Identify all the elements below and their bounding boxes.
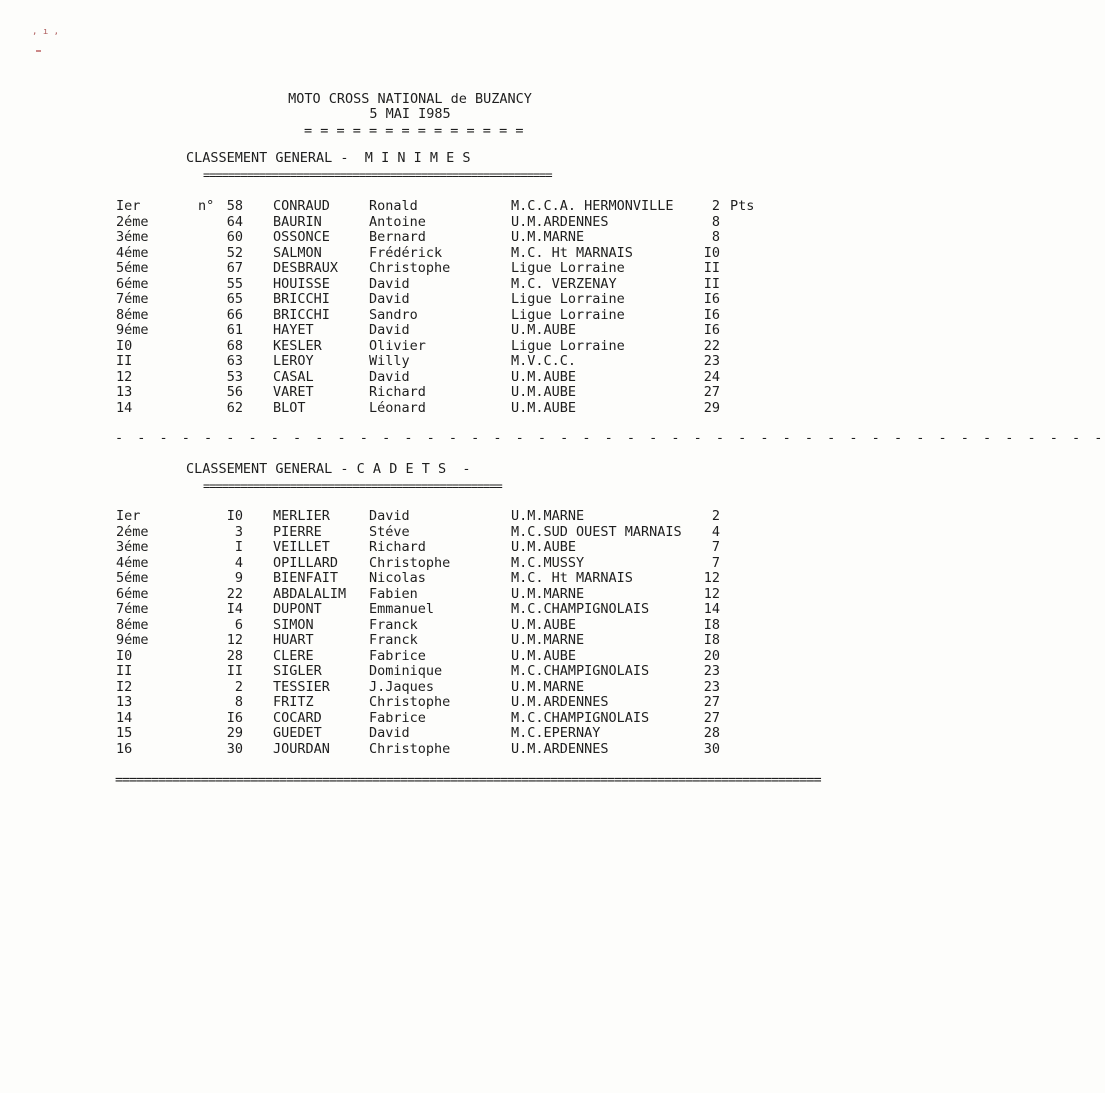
last-name-cell: DUPONT: [273, 601, 322, 617]
first-name-cell: Franck: [369, 632, 418, 648]
last-name-cell: GUEDET: [273, 725, 322, 741]
points-cell: 27: [703, 384, 720, 400]
bib-number-cell: 2: [234, 678, 243, 695]
points-cell: 20: [703, 647, 720, 664]
table-row: [0, 587, 784, 603]
rank-cell: II: [116, 353, 133, 369]
points-cell: I8: [703, 616, 720, 633]
bib-number-cell: 60: [226, 229, 243, 245]
last-name-cell: BAURIN: [273, 213, 322, 230]
rank-cell: 2éme: [116, 213, 149, 230]
rank-cell: 7éme: [116, 291, 149, 307]
cadets-title: CLASSEMENT GENERAL - C A D E T S -: [186, 461, 471, 477]
event-title: MOTO CROSS NATIONAL de BUZANCY: [288, 91, 532, 107]
first-name-cell: Christophe: [369, 260, 451, 276]
points-cell: 24: [703, 368, 720, 385]
club-cell: U.M.ARDENNES: [511, 740, 609, 757]
club-cell: Ligue Lorraine: [511, 291, 625, 307]
bib-number-cell: I6: [226, 709, 243, 726]
points-cell: I6: [703, 306, 720, 323]
first-name-cell: David: [369, 291, 410, 307]
last-name-cell: HAYET: [273, 322, 314, 338]
club-cell: U.M.AUBE: [511, 368, 577, 385]
last-name-cell: VEILLET: [273, 539, 330, 555]
points-cell: II: [703, 275, 720, 292]
last-name-cell: BRICCHI: [273, 306, 330, 323]
points-cell: I8: [703, 632, 720, 648]
rank-cell: 7éme: [116, 601, 149, 617]
first-name-cell: Olivier: [369, 337, 426, 354]
first-name-cell: Emmanuel: [369, 601, 435, 617]
last-name-cell: BRICCHI: [273, 291, 330, 307]
bib-number-cell: 66: [226, 306, 243, 323]
last-name-cell: LEROY: [273, 353, 314, 369]
bib-number-cell: I4: [226, 601, 243, 617]
club-cell: U.M.ARDENNES: [511, 213, 609, 230]
table-row: [0, 742, 784, 758]
points-cell: 27: [703, 694, 720, 710]
rank-cell: 5éme: [116, 570, 149, 586]
last-name-cell: CLERE: [273, 647, 314, 664]
first-name-cell: Sandro: [369, 306, 418, 323]
rank-cell: 6éme: [116, 585, 149, 602]
club-cell: M.C. Ht MARNAIS: [511, 570, 633, 586]
rank-cell: 3éme: [116, 539, 149, 555]
points-cell: 14: [703, 601, 720, 617]
club-cell: U.M.ARDENNES: [511, 694, 609, 710]
rank-cell: 14: [116, 709, 133, 726]
club-cell: U.M.AUBE: [511, 384, 577, 400]
bib-number-cell: 58: [226, 198, 243, 214]
table-row: [0, 571, 784, 587]
table-row: [0, 308, 784, 324]
club-cell: M.C. Ht MARNAIS: [511, 244, 633, 261]
rank-cell: 3éme: [116, 229, 149, 245]
minimes-title-underline: ========================================================: [203, 168, 552, 182]
last-name-cell: BIENFAIT: [273, 570, 339, 586]
header-decoration: = = = = = = = = = = = = = =: [304, 123, 524, 139]
rank-cell: II: [116, 663, 133, 679]
table-row: [0, 633, 784, 649]
points-cell: 22: [703, 337, 720, 354]
points-cell: 2: [711, 508, 720, 524]
club-cell: U.M.MARNE: [511, 678, 585, 695]
rank-cell: 8éme: [116, 306, 149, 323]
points-unit: Pts: [730, 198, 755, 214]
rank-cell: I0: [116, 647, 133, 664]
table-row: [0, 726, 784, 742]
bib-number-cell: 29: [226, 725, 243, 741]
points-cell: 12: [703, 585, 720, 602]
section-separator: - - - - - - - - - - - - - - - - - - - - - - - - - - - - - - - - - - - - - - - - - - - - -: [115, 430, 1105, 446]
bib-number-cell: I0: [226, 508, 243, 524]
last-name-cell: OPILLARD: [273, 554, 339, 571]
first-name-cell: Bernard: [369, 229, 426, 245]
table-row: [0, 525, 784, 541]
table-row: [0, 323, 784, 339]
table-row: [0, 199, 784, 215]
last-name-cell: HOUISSE: [273, 275, 330, 292]
points-cell: 23: [703, 353, 720, 369]
rank-cell: 13: [116, 384, 133, 400]
points-cell: 23: [703, 678, 720, 695]
last-name-cell: DESBRAUX: [273, 260, 339, 276]
table-row: [0, 215, 784, 231]
rank-cell: I0: [116, 337, 133, 354]
points-cell: I6: [703, 291, 720, 307]
first-name-cell: David: [369, 322, 410, 338]
table-row: [0, 246, 784, 262]
bib-number-cell: 63: [226, 353, 243, 369]
table-row: [0, 649, 784, 665]
first-name-cell: David: [369, 275, 410, 292]
table-row: [0, 370, 784, 386]
bib-number-cell: 67: [226, 260, 243, 276]
last-name-cell: MERLIER: [273, 508, 330, 524]
first-name-cell: Stéve: [369, 523, 410, 540]
bib-number-cell: 22: [226, 585, 243, 602]
last-name-cell: CONRAUD: [273, 198, 330, 214]
table-row: [0, 292, 784, 308]
table-row: [0, 540, 784, 556]
first-name-cell: Richard: [369, 384, 426, 400]
table-row: [0, 618, 784, 634]
club-cell: U.M.AUBE: [511, 539, 577, 555]
club-cell: M.C.C.A. HERMONVILLE: [511, 198, 674, 214]
club-cell: U.M.AUBE: [511, 647, 577, 664]
bib-number-cell: 52: [226, 244, 243, 261]
bib-number-cell: 64: [226, 213, 243, 230]
last-name-cell: ABDALALIM: [273, 585, 347, 602]
points-cell: 12: [703, 570, 720, 586]
cadets-title-underline: ================================================: [203, 479, 502, 493]
last-name-cell: SALMON: [273, 244, 322, 261]
last-name-cell: OSSONCE: [273, 229, 330, 245]
table-row: [0, 385, 784, 401]
last-name-cell: COCARD: [273, 709, 322, 726]
table-row: [0, 680, 784, 696]
last-name-cell: SIGLER: [273, 663, 322, 679]
points-cell: 27: [703, 709, 720, 726]
club-cell: M.C.SUD OUEST MARNAIS: [511, 523, 682, 540]
last-name-cell: SIMON: [273, 616, 314, 633]
first-name-cell: Richard: [369, 539, 426, 555]
bottom-separator: ===================================================================================================: [115, 772, 821, 788]
bib-number-cell: 53: [226, 368, 243, 385]
points-cell: 23: [703, 663, 720, 679]
bib-number-prefix: n°: [198, 198, 215, 214]
first-name-cell: Ronald: [369, 198, 418, 214]
first-name-cell: Nicolas: [369, 570, 426, 586]
club-cell: M.C.CHAMPIGNOLAIS: [511, 663, 650, 679]
event-date: 5 MAI I985: [369, 106, 451, 122]
first-name-cell: Franck: [369, 616, 418, 633]
points-cell: I6: [703, 322, 720, 338]
last-name-cell: FRITZ: [273, 694, 314, 710]
first-name-cell: Antoine: [369, 213, 426, 230]
rank-cell: 2éme: [116, 523, 149, 540]
bib-number-cell: 65: [226, 291, 243, 307]
rank-cell: 14: [116, 399, 133, 416]
bib-number-cell: 12: [226, 632, 243, 648]
rank-cell: 13: [116, 694, 133, 710]
table-row: [0, 664, 784, 680]
table-row: [0, 230, 784, 246]
rank-cell: Ier: [116, 508, 141, 524]
club-cell: Ligue Lorraine: [511, 337, 625, 354]
points-cell: 30: [703, 740, 720, 757]
minimes-title: CLASSEMENT GENERAL - M I N I M E S: [186, 150, 471, 166]
last-name-cell: VARET: [273, 384, 314, 400]
first-name-cell: J.Jaques: [369, 678, 435, 695]
points-cell: 29: [703, 399, 720, 416]
points-cell: 8: [711, 213, 720, 230]
club-cell: U.M.AUBE: [511, 616, 577, 633]
bib-number-cell: 6: [234, 616, 243, 633]
corner-dash: [36, 50, 41, 52]
rank-cell: 12: [116, 368, 133, 385]
bib-number-cell: 4: [234, 554, 243, 571]
bib-number-cell: 30: [226, 740, 243, 757]
first-name-cell: Fabrice: [369, 647, 426, 664]
bib-number-cell: 61: [226, 322, 243, 338]
club-cell: U.M.MARNE: [511, 508, 585, 524]
bib-number-cell: 3: [234, 523, 243, 540]
last-name-cell: BLOT: [273, 399, 306, 416]
club-cell: U.M.MARNE: [511, 632, 585, 648]
first-name-cell: Christophe: [369, 740, 451, 757]
rank-cell: 16: [116, 740, 133, 757]
rank-cell: 5éme: [116, 260, 149, 276]
bib-number-cell: I: [234, 539, 243, 555]
first-name-cell: Fabrice: [369, 709, 426, 726]
table-row: [0, 695, 784, 711]
rank-cell: 6éme: [116, 275, 149, 292]
bib-number-cell: 55: [226, 275, 243, 292]
rank-cell: 9éme: [116, 322, 149, 338]
rank-cell: 15: [116, 725, 133, 741]
rank-cell: 9éme: [116, 632, 149, 648]
first-name-cell: Frédérick: [369, 244, 443, 261]
rank-cell: I2: [116, 678, 133, 695]
club-cell: U.M.AUBE: [511, 399, 577, 416]
bib-number-cell: 68: [226, 337, 243, 354]
bib-number-cell: II: [226, 663, 243, 679]
points-cell: 28: [703, 725, 720, 741]
table-row: [0, 509, 784, 525]
table-row: [0, 277, 784, 293]
rank-cell: Ier: [116, 198, 141, 214]
first-name-cell: Christophe: [369, 554, 451, 571]
bib-number-cell: 28: [226, 647, 243, 664]
points-cell: 2: [711, 198, 720, 214]
table-row: [0, 556, 784, 572]
points-cell: I0: [703, 244, 720, 261]
rank-cell: 4éme: [116, 554, 149, 571]
table-row: [0, 261, 784, 277]
table-row: [0, 354, 784, 370]
club-cell: U.M.MARNE: [511, 229, 585, 245]
first-name-cell: Dominique: [369, 663, 443, 679]
last-name-cell: KESLER: [273, 337, 322, 354]
last-name-cell: CASAL: [273, 368, 314, 385]
bib-number-cell: 62: [226, 399, 243, 416]
last-name-cell: JOURDAN: [273, 740, 330, 757]
club-cell: Ligue Lorraine: [511, 306, 625, 323]
first-name-cell: David: [369, 725, 410, 741]
table-row: [0, 339, 784, 355]
first-name-cell: David: [369, 368, 410, 385]
last-name-cell: HUART: [273, 632, 314, 648]
points-cell: II: [703, 260, 720, 276]
last-name-cell: TESSIER: [273, 678, 330, 695]
club-cell: U.M.AUBE: [511, 322, 577, 338]
club-cell: M.V.C.C.: [511, 353, 577, 369]
bib-number-cell: 56: [226, 384, 243, 400]
club-cell: M.C.CHAMPIGNOLAIS: [511, 601, 650, 617]
first-name-cell: Fabien: [369, 585, 418, 602]
bib-number-cell: 8: [234, 694, 243, 710]
corner-mark: , ı ,: [32, 27, 60, 37]
points-cell: 8: [711, 229, 720, 245]
points-cell: 7: [711, 539, 720, 555]
table-row: [0, 401, 784, 417]
club-cell: M.C.MUSSY: [511, 554, 585, 571]
table-row: [0, 711, 784, 727]
points-cell: 4: [711, 523, 720, 540]
rank-cell: 8éme: [116, 616, 149, 633]
club-cell: U.M.MARNE: [511, 585, 585, 602]
table-row: [0, 602, 784, 618]
club-cell: M.C.CHAMPIGNOLAIS: [511, 709, 650, 726]
rank-cell: 4éme: [116, 244, 149, 261]
bib-number-cell: 9: [234, 570, 243, 586]
first-name-cell: Léonard: [369, 399, 426, 416]
points-cell: 7: [711, 554, 720, 571]
club-cell: M.C. VERZENAY: [511, 275, 617, 292]
first-name-cell: Willy: [369, 353, 410, 369]
first-name-cell: Christophe: [369, 694, 451, 710]
last-name-cell: PIERRE: [273, 523, 322, 540]
club-cell: M.C.EPERNAY: [511, 725, 601, 741]
club-cell: Ligue Lorraine: [511, 260, 625, 276]
first-name-cell: David: [369, 508, 410, 524]
